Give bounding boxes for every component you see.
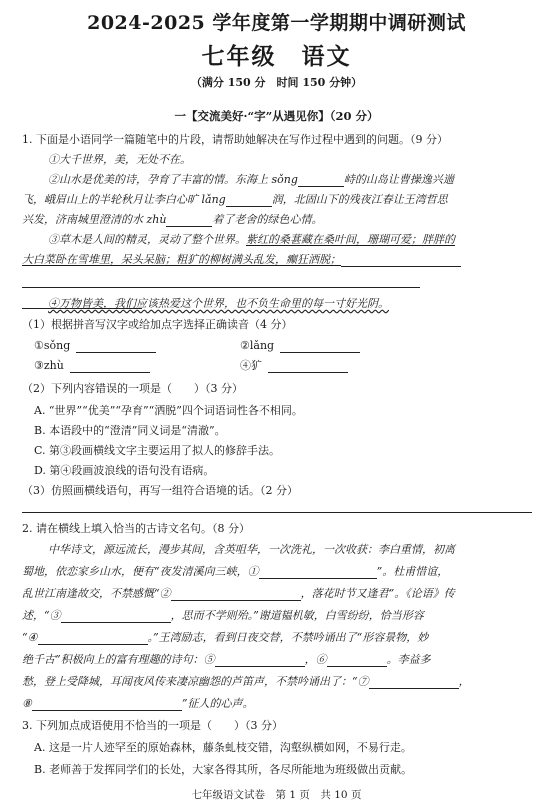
passage-paragraph-2-line-2 [22,193,542,207]
answer-blank[interactable] [259,566,377,579]
answer-blank[interactable] [171,588,301,601]
answer-blank[interactable] [215,654,305,667]
exam-title: 2024-2025 学年度第一学期期中调研测试 [87,12,466,34]
page-footer: 七年级语文试卷 第 1 页 共 10 页 [191,789,362,801]
poem-text: ， [458,675,470,688]
poem-text: 绝千古”积极向上的富有理趣的诗句：⑤ [22,653,215,666]
poem-line-1: 中华诗文，源远流长，漫步其间，含英咀华，一次洗礼，一次收获：李白重情，初离 [48,543,455,556]
question-2-stem: 2. 请在横线上填入恰当的古诗文名句。（8 分） [22,522,250,535]
option-a[interactable]: A. “世界”“优美”“孕育”“洒脱”四个词语词性各不相同。 [34,404,303,417]
poem-text: 乱世江南逢故交，不禁感慨“② [22,587,171,600]
answer-blank[interactable] [76,340,156,353]
passage-paragraph-3-line-2 [22,253,542,267]
answer-blank[interactable] [280,340,360,353]
answer-blank[interactable] [268,360,348,373]
answer-line[interactable] [300,287,420,288]
item-label: ②lǎng [240,339,275,352]
poem-line-4 [22,609,542,623]
poem-line-5 [22,631,542,645]
exam-meta: （满分 150 分 时间 150 分钟） [190,76,363,89]
subquestion-1-item-2 [240,339,520,353]
wavy-underlined-text: ④万物皆美，我们应该热爱这个世界，也不负生命里的每一寸好光阴。 [48,297,389,310]
exam-subtitle: 七年级 语文 [201,43,352,70]
passage-text: 着了老舍的绿色心情。 [212,213,323,226]
passage-text: 飞，峨眉山上的半轮秋月让李白心旷 lǎng [22,193,226,206]
poem-line-7 [22,675,542,689]
option-d[interactable]: D. 第④段画波浪线的语句没有语病。 [34,464,215,477]
option-b[interactable]: B. 老师善于发挥同学们的长处，大家各得其所，各尽所能地为班级做出贡献。 [34,763,413,776]
poem-text: 。”王湾励志，看到日夜交替，不禁吟诵出了“形容景物，妙 [147,631,429,644]
passage-paragraph-3-line-1 [48,233,553,247]
poem-text: ，思而不学则殆。”谢道韫机敏，白雪纷纷，恰当形容 [170,609,424,622]
answer-blank[interactable] [369,676,459,689]
passage-paragraph-4 [48,297,553,311]
subquestion-3: （3）仿照画横线语句，再写一组符合语境的话。（2 分） [22,484,298,497]
answer-blank[interactable] [70,360,150,373]
answer-blank[interactable] [341,254,461,267]
poem-line-3 [22,587,542,601]
question-1-stem: 1. 下面是小语同学一篇随笔中的片段，请帮助她解决在写作过程中遇到的问题。（9 分） [22,133,448,146]
answer-line[interactable] [22,512,532,513]
answer-blank[interactable] [61,610,171,623]
poem-text: ”征人的心声。 [181,697,254,710]
item-label: ③zhù [34,359,64,372]
passage-paragraph-2-line-3 [22,213,542,227]
poem-text: ⑧ [22,697,32,710]
answer-blank[interactable] [327,654,387,667]
answer-blank[interactable] [166,214,212,227]
subquestion-2: （2）下列内容错误的一项是（ ）（3 分） [22,382,243,395]
poem-text: 愁，登上受降城，耳闻夜风传来凄凉幽怨的芦笛声，不禁吟诵出了：“⑦ [22,675,369,688]
answer-blank[interactable] [32,698,182,711]
poem-line-2 [22,565,542,579]
question-3-stem: 3. 下列加点成语使用不恰当的一项是（ ）（3 分） [22,719,283,732]
answer-blank[interactable] [298,174,344,187]
subquestion-1: （1）根据拼音写汉字或给加点字选择正确读音（4 分） [22,318,293,331]
poem-text: ，落花时节又逢君”。《论语》传 [300,587,455,600]
passage-text: 兴发，济南城里澄清的水 zhù [22,213,167,226]
section-heading: 一【交流美好·“字”从遇见你】（20 分） [174,109,379,123]
answer-blank[interactable] [226,194,272,207]
subquestion-1-item-4 [240,359,520,373]
underlined-text: 紫红的桑葚藏在桑叶间，珊瑚可爱；胖胖的 [246,233,455,246]
answer-line[interactable] [22,287,332,288]
answer-blank[interactable] [38,632,148,645]
passage-text: ③草木是人间的精灵，灵动了整个世界。 [48,233,246,246]
option-c[interactable]: C. 第③段画横线文字主要运用了拟人的修辞手法。 [34,444,281,457]
poem-text: “④ [22,631,38,644]
passage-paragraph-1: ①大千世界，美，无处不在。 [48,153,191,166]
passage-paragraph-2-line-1 [48,173,553,187]
passage-text: 润，北固山下的残夜江春让王湾哲思 [271,193,448,206]
poem-text: 述，“③ [22,609,61,622]
passage-text: 峙的山岛让曹操逸兴遄 [343,173,454,186]
option-b[interactable]: B. 本语段中的“澄清”同义词是“清澈”。 [34,424,226,437]
passage-text: ②山水是优美的诗，孕育了丰富的情。东海上 sǒng [48,173,298,186]
poem-text: 。李益多 [386,653,431,666]
item-label: ④犷 [240,359,262,372]
underlined-text: 大白菜卧在雪堆里，呆头呆脑；粗犷的柳树满头乱发，癫狂洒脱； [22,253,341,266]
poem-line-8 [22,697,542,711]
item-label: ①sǒng [34,339,71,352]
poem-text: ”。杜甫惜谊， [376,565,449,578]
poem-text: ，⑥ [304,653,327,666]
poem-line-6 [22,653,542,667]
poem-text: 蜀地，依恋家乡山水，便有“夜发清溪向三峡，① [22,565,259,578]
option-a[interactable]: A. 这是一片人迹罕至的原始森林，藤条虬枝交错，沟壑纵横如网，不易行走。 [34,741,412,754]
